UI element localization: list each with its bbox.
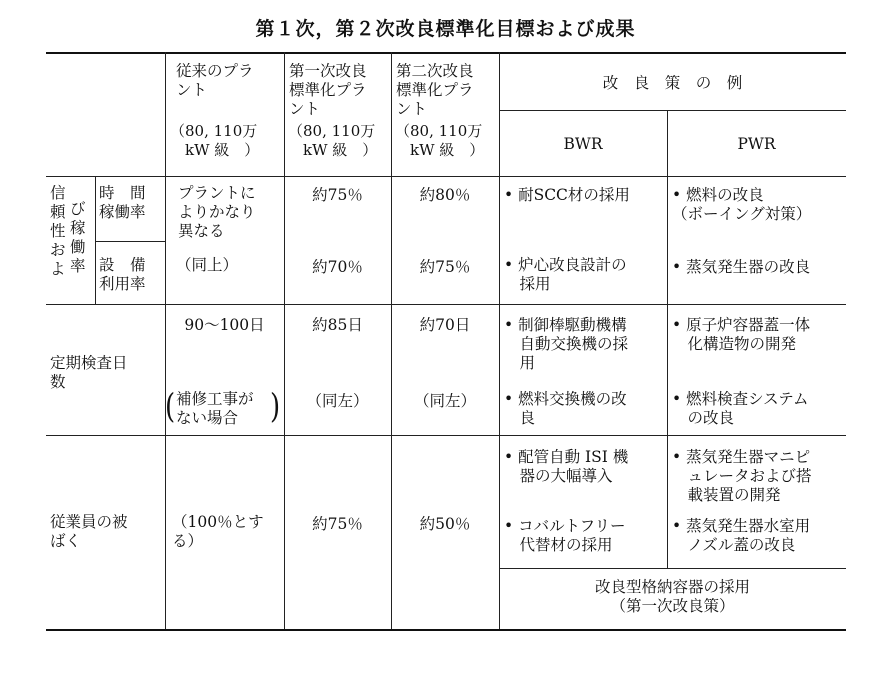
paren-open: (	[165, 387, 176, 427]
header-conventional-capacity: （80, 110万 kW 級 ）	[170, 122, 260, 159]
col-sep-inner	[95, 176, 96, 304]
exposure-common-measure: 改良型格納容器の採用 （第一次改良策）	[594, 578, 750, 615]
header-pwr: PWR	[737, 135, 776, 153]
rule-examples-under	[499, 110, 846, 111]
exposure-bwr-1: • 配管自動 ISI 機 器の大幅導入	[504, 448, 629, 485]
exposure-first: 約75％	[312, 515, 363, 533]
header-examples: 改 良 策 の 例	[602, 74, 743, 92]
equipment-utilization-first: 約70％	[312, 258, 363, 276]
header-bwr: BWR	[563, 135, 603, 153]
exposure-pwr-2: • 蒸気発生器水室用 ノズル蓋の改良	[672, 517, 811, 554]
exposure-conventional: （100％とす る）	[172, 513, 264, 550]
inspection-days-label: 定期検査日 数	[50, 354, 128, 391]
time-availability-second: 約80％	[419, 186, 471, 204]
header-conventional: 従来のプラ ント	[176, 62, 254, 99]
equipment-utilization-label: 設 備 利用率	[99, 256, 146, 293]
time-availability-bwr: • 耐SCC材の採用	[504, 186, 630, 204]
paren-close: )	[270, 387, 281, 427]
exposure-bwr-2: • コバルトフリー 代替材の採用	[504, 517, 626, 554]
rule-subrow	[95, 241, 165, 242]
header-first-capacity: （80, 110万 kW 級 ）	[288, 122, 378, 159]
inspection-second-note: （同左）	[413, 392, 476, 410]
inspection-pwr-1: • 原子炉容器蓋一体 化構造物の開発	[672, 316, 811, 353]
reliability-label-col2: び 稼 働 率	[70, 200, 86, 275]
reliability-label-col1: 信 頼 性 お よ	[50, 184, 66, 278]
equipment-utilization-bwr: • 炉心改良設計の 採用	[504, 256, 627, 293]
inspection-second: 約70日	[419, 316, 471, 334]
col-sep-5	[667, 110, 668, 568]
col-sep-1	[165, 52, 166, 629]
exposure-pwr-1: • 蒸気発生器マニピ ュレータおよび搭 載装置の開発	[672, 448, 812, 504]
inspection-bwr-2: • 燃料交換機の改 良	[504, 390, 627, 427]
table-title: 第１次，第２次改良標準化目標および成果	[255, 18, 636, 40]
top-rule	[46, 52, 846, 54]
header-first: 第一次改良 標準化プラ ント	[289, 62, 367, 118]
inspection-first: 約85日	[312, 316, 363, 334]
inspection-pwr-2: • 燃料検査システム の改良	[672, 390, 809, 427]
header-second: 第二次改良 標準化プラ ント	[396, 62, 474, 118]
inspection-first-note: （同左）	[306, 392, 369, 410]
time-availability-conventional: プラントに よりかなり 異なる	[178, 184, 256, 240]
equipment-utilization-conventional: （同上）	[176, 256, 239, 274]
exposure-label: 従業員の被 ばく	[50, 513, 128, 550]
time-availability-pwr: • 燃料の改良 （ボーイング対策）	[672, 186, 812, 223]
header-second-capacity: （80, 110万 kW 級 ）	[395, 122, 485, 159]
col-sep-3	[391, 52, 392, 629]
inspection-bwr-1: • 制御棒駆動機構 自動交換機の採 用	[504, 316, 629, 372]
equipment-utilization-second: 約75％	[419, 258, 471, 276]
inspection-conventional-note: 補修工事が ない場合	[176, 390, 254, 427]
inspection-conventional: 90〜100日	[184, 316, 265, 334]
bottom-rule	[46, 629, 846, 631]
rule-common-top	[499, 568, 846, 569]
rule-header-bottom	[46, 176, 846, 177]
time-availability-first: 約75％	[312, 186, 363, 204]
rule-reliability-bottom	[46, 304, 846, 305]
time-availability-label: 時 間 稼働率	[99, 184, 146, 221]
rule-inspection-bottom	[46, 435, 846, 436]
equipment-utilization-pwr: • 蒸気発生器の改良	[672, 258, 811, 276]
exposure-second: 約50％	[419, 515, 471, 533]
col-sep-2	[284, 52, 285, 629]
